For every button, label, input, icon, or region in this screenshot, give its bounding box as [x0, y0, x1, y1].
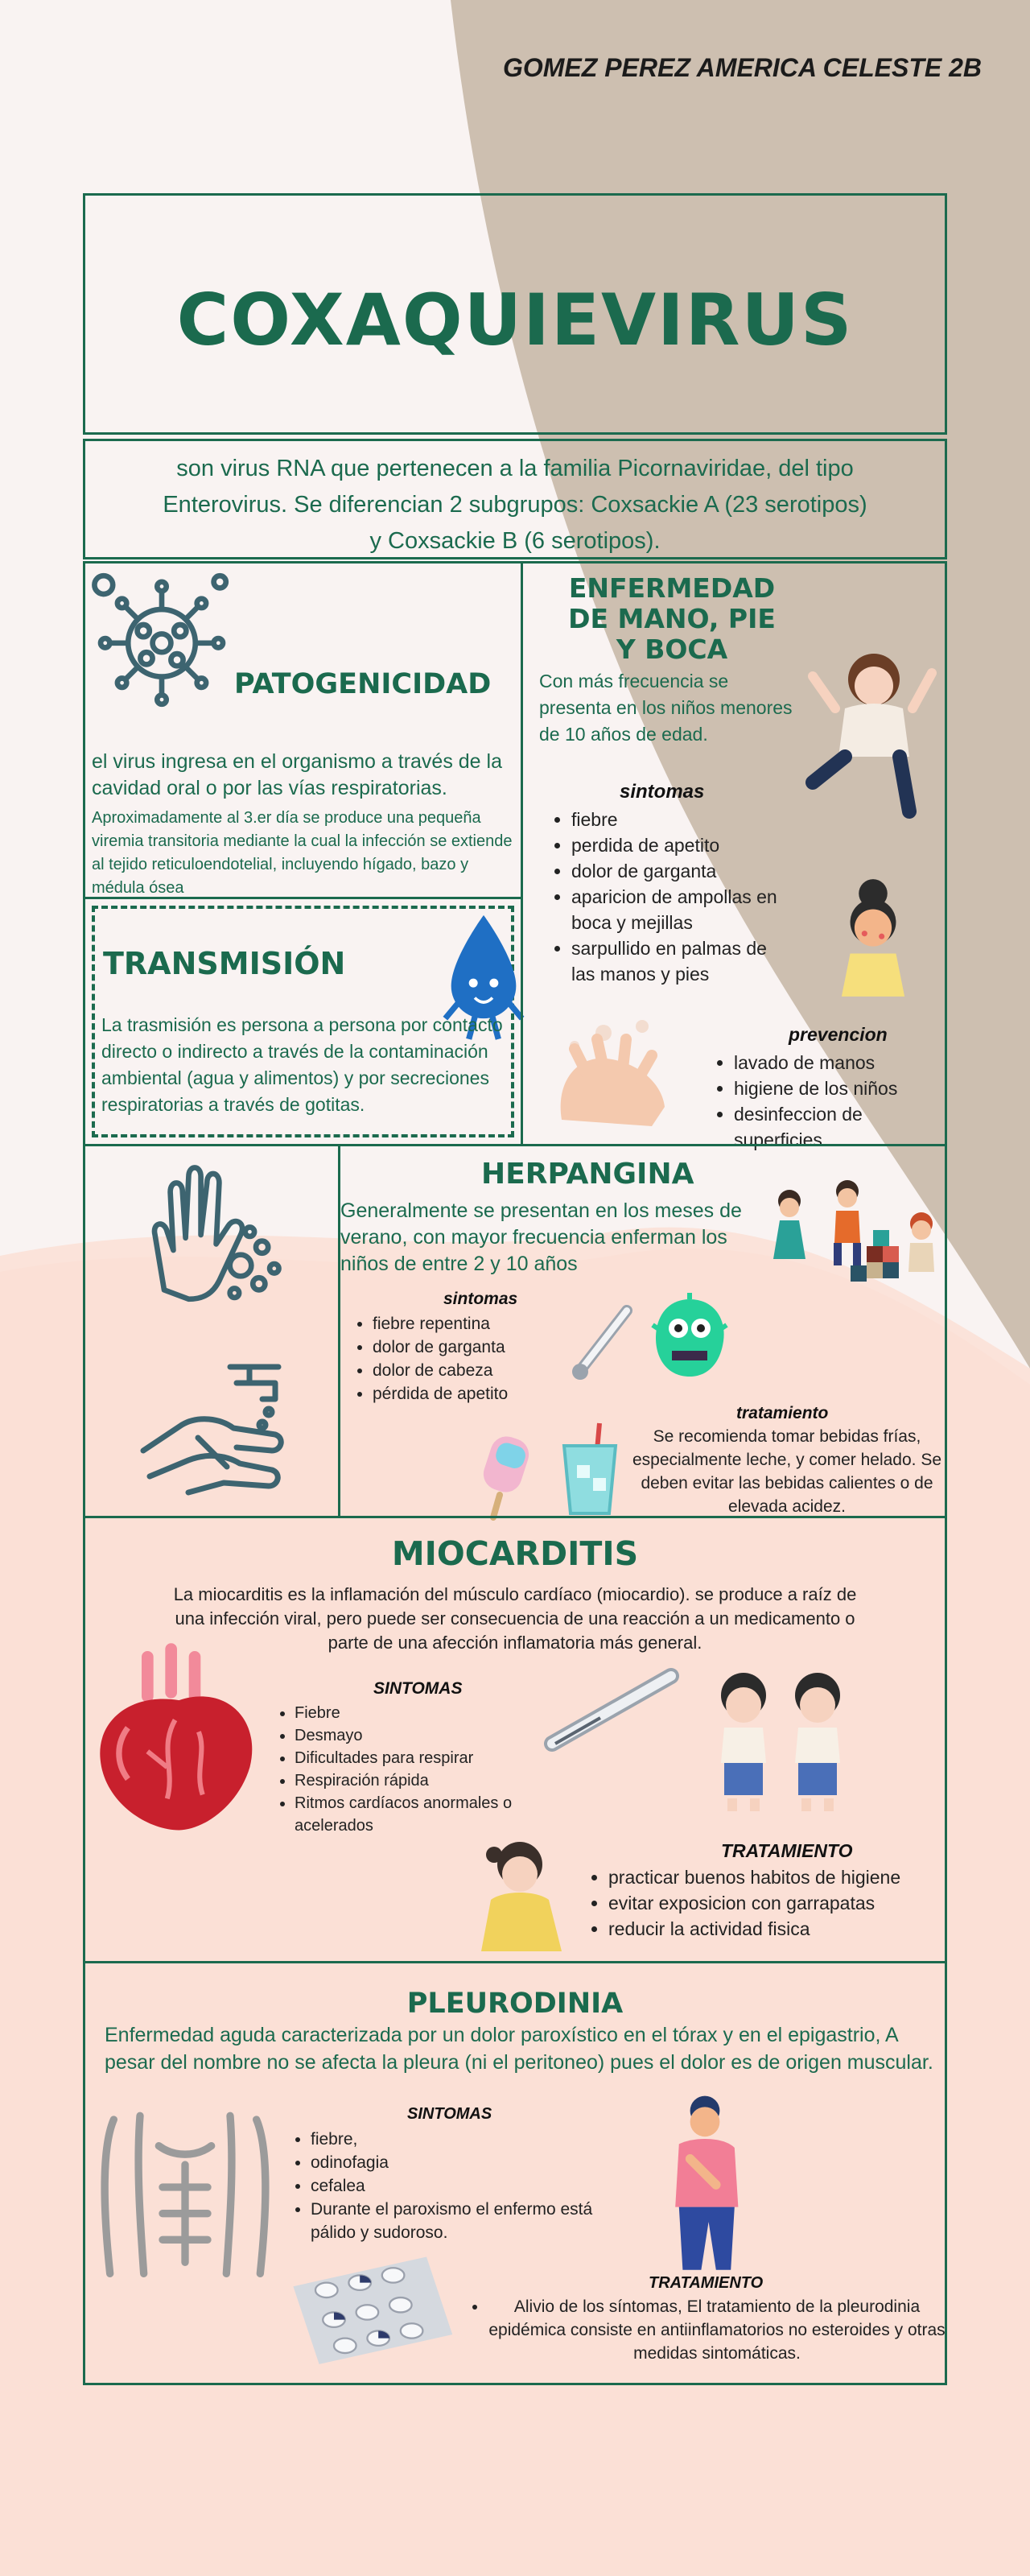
transmision-heading: TRANSMISIÓN: [103, 946, 346, 981]
virus-icon: [85, 564, 238, 716]
transmision-text: La trasmisión es persona a persona por contacto directo o indirecto a través de la contaminación ambiental (agua y alimentos) y por secreciones respiratorias a través de gotitas.: [101, 1014, 503, 1115]
patogenicidad-text-1: el virus ingresa en el organismo a través de la cavidad oral o por las vías respiratorias.: [92, 750, 502, 799]
symptom-item: • dolor de cabeza: [373, 1359, 558, 1382]
prevention-item: • desinfeccion de superficies: [734, 1101, 951, 1153]
symptom-item: • Respiración rápida: [295, 1769, 536, 1792]
pleurodinia-tratamiento-label: TRATAMIENTO: [649, 2274, 764, 2292]
mano-pie-boca-sintomas-label: sintomas: [620, 781, 705, 803]
herpangina-tratamiento-text: Se recomienda tomar bebidas frías, especialmente leche, y comer helado. Se deben evitar las bebidas calientes o de elevada acidez.: [632, 1427, 942, 1516]
mano-pie-boca-section: [521, 561, 947, 1150]
treatment-item: • reducir la actividad fisica: [608, 1916, 938, 1942]
pleurodinia-sintomas-label: SINTOMAS: [407, 2105, 492, 2123]
symptom-item: • sarpullido en palmas de las manos y pies: [571, 935, 781, 987]
heart-illustration: [89, 1639, 266, 1840]
symptom-item: • dolor de garganta: [571, 858, 781, 884]
miocarditis-sintomas-list: [270, 1702, 536, 1837]
symptom-item: • Ritmos cardíacos anormales o acelerados: [295, 1792, 536, 1837]
symptom-item: • cefalea: [311, 2174, 624, 2198]
sick-person-illustration: [649, 2092, 761, 2277]
symptom-item: • perdida de apetito: [571, 832, 781, 858]
herpangina-heading: HERPANGINA: [481, 1158, 694, 1191]
prevention-item: • lavado de manos: [734, 1050, 951, 1075]
patogenicidad-text-2: Aproximadamente al 3.er día se produce una pequeña viremia transitoria mediante la cual la infección se extiende al tejido reticuloendotelial, incluyendo hígado, bazo y médula ósea: [92, 809, 513, 897]
herpangina-sintomas-list: [348, 1312, 558, 1406]
handwashing-illustration: [539, 1010, 684, 1131]
torso-icon: [89, 2108, 282, 2277]
pleurodinia-heading: PLEURODINIA: [406, 1988, 624, 2020]
pleurodinia-sintomas-list: [286, 2128, 624, 2244]
pleurodinia-intro: Enfermedad aguda caracterizada por un dolor paroxístico en el tórax y en el epigastrio, A pesar del nombre no se afecta la pleura (ni el peritoneo) pues el dolor es de origen muscular.: [105, 2024, 933, 2074]
thermometer-icon: [536, 1663, 681, 1760]
germ-hand-icon: [134, 1158, 286, 1311]
symptom-item: • fiebre repentina: [373, 1312, 558, 1335]
mano-pie-boca-prevencion-list: [710, 1050, 951, 1153]
miocarditis-tratamiento-label: TRATAMIENTO: [721, 1840, 853, 1861]
mano-pie-boca-heading: ENFERMEDAD DE MANO, PIE Y BOCA: [568, 572, 776, 665]
thermometer-icon: [566, 1304, 638, 1393]
mano-pie-boca-prevencion-label: prevencion: [789, 1024, 888, 1045]
pills-icon: [278, 2249, 464, 2370]
symptom-item: • dolor de garganta: [373, 1335, 558, 1359]
herpangina-section: [338, 1144, 947, 1518]
symptom-item: • pérdida de apetito: [373, 1382, 558, 1406]
germ-monster-illustration: [646, 1290, 735, 1386]
symptom-item: • Dificultades para respirar: [295, 1747, 536, 1769]
child-rash-illustration: [829, 873, 917, 1002]
mano-pie-boca-intro: Con más frecuencia se presenta en los niños menores de 10 años de edad.: [539, 671, 793, 745]
symptom-item: • fiebre: [571, 807, 781, 832]
symptom-item: • Fiebre: [295, 1702, 536, 1724]
handwashing-icon: [134, 1354, 295, 1499]
ice-cream-icon: [477, 1424, 550, 1521]
treatment-item: • evitar exposicion con garrapatas: [608, 1890, 938, 1916]
prevention-item: • higiene de los niños: [734, 1075, 951, 1101]
sick-twins-illustration: [705, 1663, 858, 1816]
cold-drink-icon: [558, 1420, 622, 1517]
symptom-item: • odinofagia: [311, 2151, 624, 2174]
definition-text: son virus RNA que pertenecen a la familia Picornaviridae, del tipo Enterovirus. Se diferencian 2 subgrupos: Coxsackie A (23 serotipos) y Coxsackie B (6 serotipos).: [83, 439, 947, 559]
transmision-section: [83, 897, 523, 1146]
symptom-item: • aparicion de ampollas en boca y mejillas: [571, 884, 781, 935]
page-title: COXAQUIEVIRUS: [83, 193, 947, 435]
miocarditis-tratamiento-list: [584, 1864, 938, 1942]
child-resting-illustration: [472, 1832, 576, 1961]
child-stretching-illustration: [797, 644, 941, 829]
symptom-item: • Desmayo: [295, 1724, 536, 1747]
mano-pie-boca-sintomas-list: [547, 807, 781, 987]
miocarditis-heading: MIOCARDITIS: [391, 1534, 639, 1573]
symptom-item: • fiebre,: [311, 2128, 624, 2151]
miocarditis-section: [83, 1516, 947, 1963]
herpangina-intro: Generalmente se presentan en los meses de verano, con mayor frecuencia enferman los niños de entre 2 y 10 años: [340, 1199, 742, 1275]
hands-icons-panel: [83, 1144, 340, 1518]
miocarditis-intro: La miocarditis es la inflamación del músculo cardíaco (miocardio). se produce a raíz de una infección viral, pero puede ser consecuencia de una reacción a un medicamento o parte de una afección inflamatoria más general.: [173, 1584, 857, 1653]
symptom-item: • Durante el paroxismo el enfermo está pálido y sudoroso.: [311, 2198, 624, 2244]
treatment-item: • Alivio de los síntomas, El tratamiento de la pleurodinia epidémica consiste en antiinflamatorios no esteroides y otras medidas sintomáticas.: [488, 2295, 946, 2365]
author-name: GOMEZ PEREZ AMERICA CELESTE 2B: [502, 53, 982, 82]
pleurodinia-section: [83, 1961, 947, 2385]
herpangina-sintomas-label: sintomas: [443, 1290, 518, 1308]
herpangina-tratamiento-label: tratamiento: [736, 1404, 829, 1422]
children-playing-illustration: [767, 1175, 944, 1288]
patogenicidad-section: [83, 561, 523, 899]
pleurodinia-tratamiento-list: [464, 2295, 946, 2365]
miocarditis-sintomas-label: SINTOMAS: [373, 1679, 463, 1698]
treatment-item: • practicar buenos habitos de higiene: [608, 1864, 938, 1890]
patogenicidad-heading: PATOGENICIDAD: [234, 668, 492, 700]
